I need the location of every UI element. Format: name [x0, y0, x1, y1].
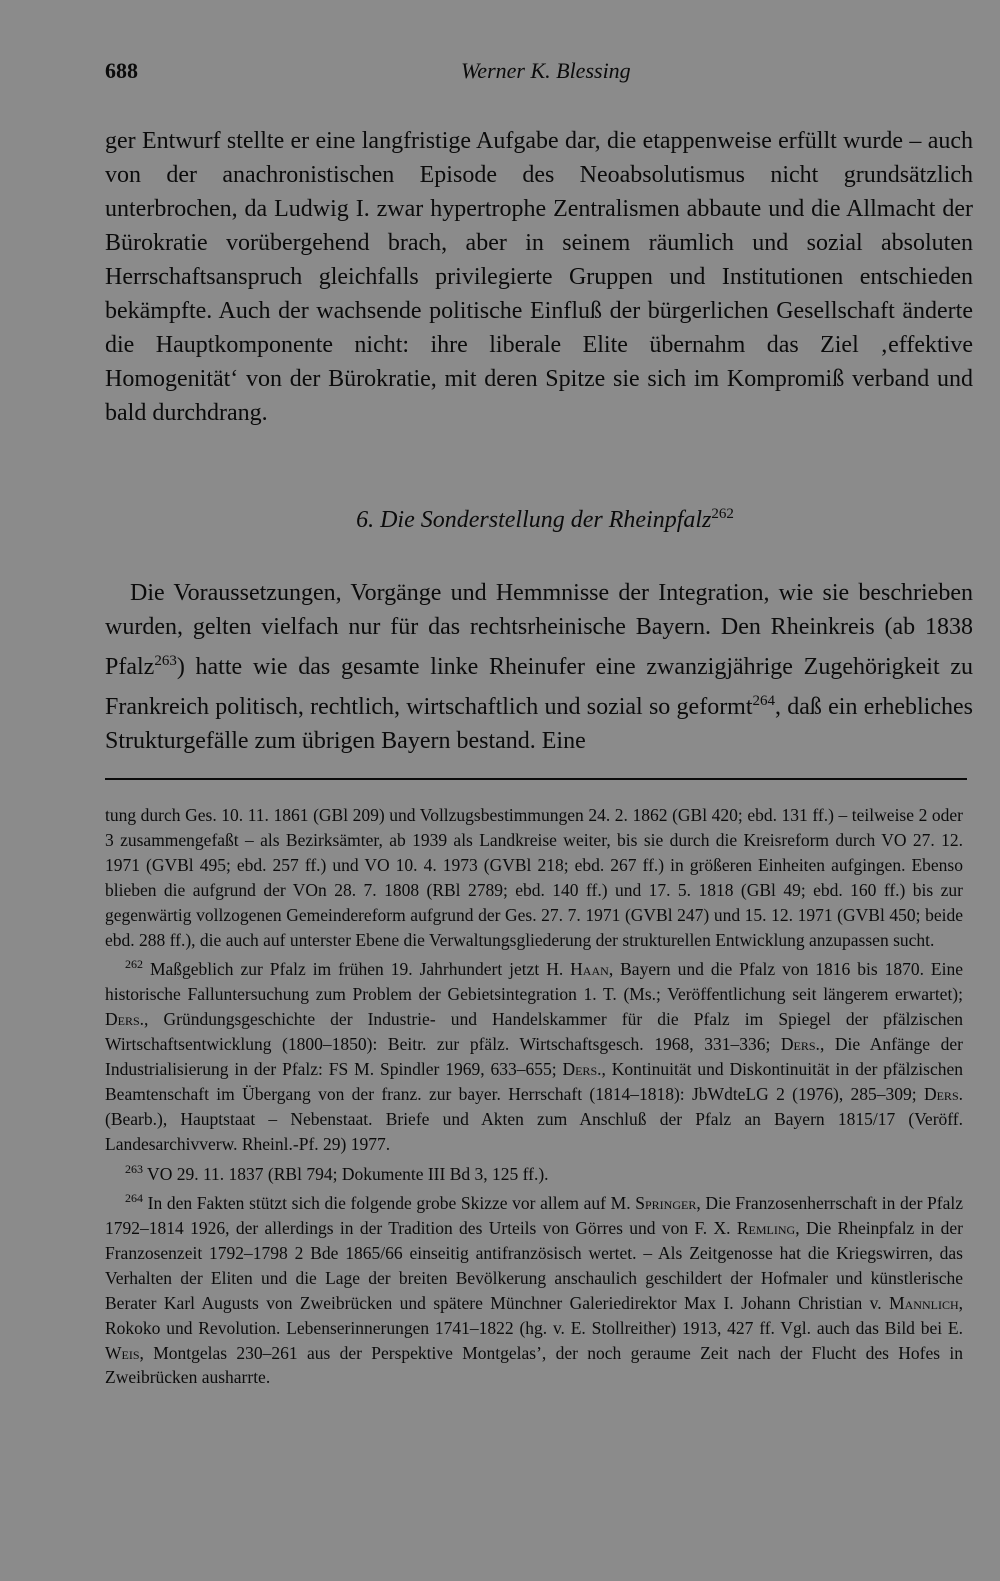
running-head [105, 58, 945, 88]
footnote-ref-262[interactable]: 262 [711, 506, 734, 522]
footnote-continuation: tung durch Ges. 10. 11. 1861 (GBl 209) und Vollzugsbestimmungen 24. 2. 1862 (GBl 420; ebd. 131 ff.) – teilweise 2 oder 3 zusammengefaßt – als Bezirksämter, ab 1939 als Landkreise weiter, bis sie durch die Kreisreform durch VO 27. 12. 1971 (GVBl 495; ebd. 257 ff.) und VO 10. 4. 1973 (GVBl 218; ebd. 267 ff.) in größeren Einheiten aufgingen. Ebenso blieben die aufgrund der VOn 28. 7. 1808 (RBl 2789; ebd. 140 ff.) und 17. 5. 1818 (GBl 49; ebd. 160 ff.) bis zur gegenwärtig vollzogenen Gemeindereform aufgrund der Ges. 27. 7. 1971 (GVBl 247) und 15. 12. 1971 (GVBl 450; beide ebd. 288 ff.), die auch auf unterster Ebene die Verwaltungsgliederung der strukturellen Entwicklung anzupassen sucht. [105, 805, 963, 950]
author-name: Ders. [923, 1083, 963, 1104]
text-run: , Kontinuität und Diskontinuität in der pfälzischen Beamtenschaft im Übergang von der franz. zur bayer. Herrschaft (1814–1818): JbWdteLG 2 (1976), 285–309; [105, 1058, 963, 1104]
footnotes [105, 803, 963, 1390]
text-run: , Gründungsgeschichte der Industrie- und Handelskammer für die Pfalz im Spiegel der pfälzischen Wirtschaftsentwicklung (1800–1850): Beitr. zur pfälz. Wirtschaftsgesch. 1968, 331–336; [105, 1009, 963, 1054]
body-paragraph-2 [105, 576, 973, 758]
text-run: , daß ein erhebliches Strukturgefälle zum übrigen Bayern bestand. Eine [105, 694, 973, 754]
footnote-number: 264 [125, 1191, 143, 1206]
author-name: Weis [105, 1342, 140, 1363]
author-name: Remling [736, 1217, 796, 1238]
text-run: , Rokoko und Revolution. Lebenserinnerungen 1741–1822 (hg. v. E. Stollreither) 1913, 427 ff. Vgl. auch das Bild bei E. [105, 1292, 963, 1338]
text-run: , Die Anfänge der Industrialisierung in der Pfalz: FS M. Spindler 1969, 633–655; [105, 1033, 963, 1079]
author-name: Ders. [562, 1058, 602, 1079]
paragraph-text: ger Entwurf stellte er eine langfristige Aufgabe dar, die etappenweise erfüllt wurde – auch von der anachronistischen Episode des Neoabsolutismus nicht grundsätzlich unterbrochen, da Ludwig I. zwar hypertrophe Zentralismen abbaute und die Allmacht der Bürokratie vorübergehend brach, aber in seinem räumlich und sozial absoluten Herrschaftsanspruch gleichfalls privilegierte Gruppen und Institutionen entschieden bekämpfte. Auch der wachsende politische Einfluß der bürgerlichen Gesellschaft änderte die Hauptkomponente nicht: ihre liberale Elite übernahm das Ziel ‚effektive Homogenität‘ von der Bürokratie, mit deren Spitze sie sich im Kompromiß verband und bald durchdrang. [105, 128, 973, 426]
author-name: Springer [635, 1193, 697, 1214]
footnote-ref-263[interactable]: 263 [154, 653, 177, 669]
footnote-264 [105, 1186, 963, 1390]
running-head-author: Werner K. Blessing [461, 58, 631, 83]
text-run: (Bearb.), Hauptstaat – Nebenstaat. Briefe und Akten zum Anschluß der Pfalz an Bayern 1815/17 (Veröff. Landesarchivverw. Rheinl.-Pf. 29) 1977. [105, 1108, 963, 1154]
text-run: , Bayern und die Pfalz von 1816 bis 1870. Eine historische Falluntersuchung zum Problem der Gebietsintegration 1. T. (Ms.; Veröffentlichung seit längerem erwartet); [105, 959, 963, 1005]
footnote-divider [105, 778, 967, 780]
text-run: ) hatte wie das gesamte linke Rheinufer eine zwanzigjährige Zugehörigkeit zu Frankreich politisch, rechtlich, wirtschaftlich und sozial so geformt [105, 654, 973, 720]
paragraph-text [105, 576, 973, 758]
page-number: 688 [105, 58, 138, 83]
text-run: In den Fakten stützt sich die folgende grobe Skizze vor allem auf M. [143, 1193, 636, 1214]
footnote-number: 262 [125, 957, 143, 972]
body-paragraph-1 [105, 124, 973, 430]
footnote-262 [105, 952, 963, 1156]
text-run: , Die Rheinpfalz in der Franzosenzeit 1792–1798 2 Bde 1865/66 einseitig antifranzösisch wertet. – Als Zeitgenosse hat die Kriegswirren, das Verhalten der Eliten und die Lage der breiten Bevölkerung anschaulich geschildert der Hofmaler und künstlerische Berater Karl Augusts von Zweibrücken und spätere Münchner Galeriedirektor Max I. Johann Christian v. [105, 1217, 963, 1313]
footnote-263 [105, 1157, 963, 1187]
text-run: , Montgelas 230–261 aus der Perspektive Montgelas’, der noch geraume Zeit nach der Flucht des Hofes in Zweibrücken ausharrte. [105, 1342, 963, 1388]
author-name: Ders. [780, 1033, 820, 1054]
text-run: Maßgeblich zur Pfalz im frühen 19. Jahrhundert jetzt H. [143, 959, 571, 980]
author-name: Ders. [105, 1009, 145, 1030]
section-title: 6. Die Sonderstellung der Rheinpfalz [356, 507, 712, 533]
author-name: Mannlich [889, 1292, 959, 1313]
text-run: Die Voraussetzungen, Vorgänge und Hemmnisse der Integration, wie sie beschrieben wurden, gelten vielfach nur für das rechtsrheinische Bayern. Den Rheinkreis (ab 1838 Pfalz [105, 580, 973, 680]
text-run: VO 29. 11. 1837 (RBl 794; Dokumente III Bd 3, 125 ff.). [143, 1163, 549, 1184]
text-run: , Die Franzosenherrschaft in der Pfalz 1792–1814 1926, der allerdings in der Tradition des Urteils von Görres und von F. X. [105, 1193, 964, 1238]
footnote-ref-264[interactable]: 264 [752, 693, 776, 709]
author-name: Haan [570, 959, 609, 980]
footnote-number: 263 [125, 1161, 143, 1176]
section-heading [0, 506, 1000, 534]
